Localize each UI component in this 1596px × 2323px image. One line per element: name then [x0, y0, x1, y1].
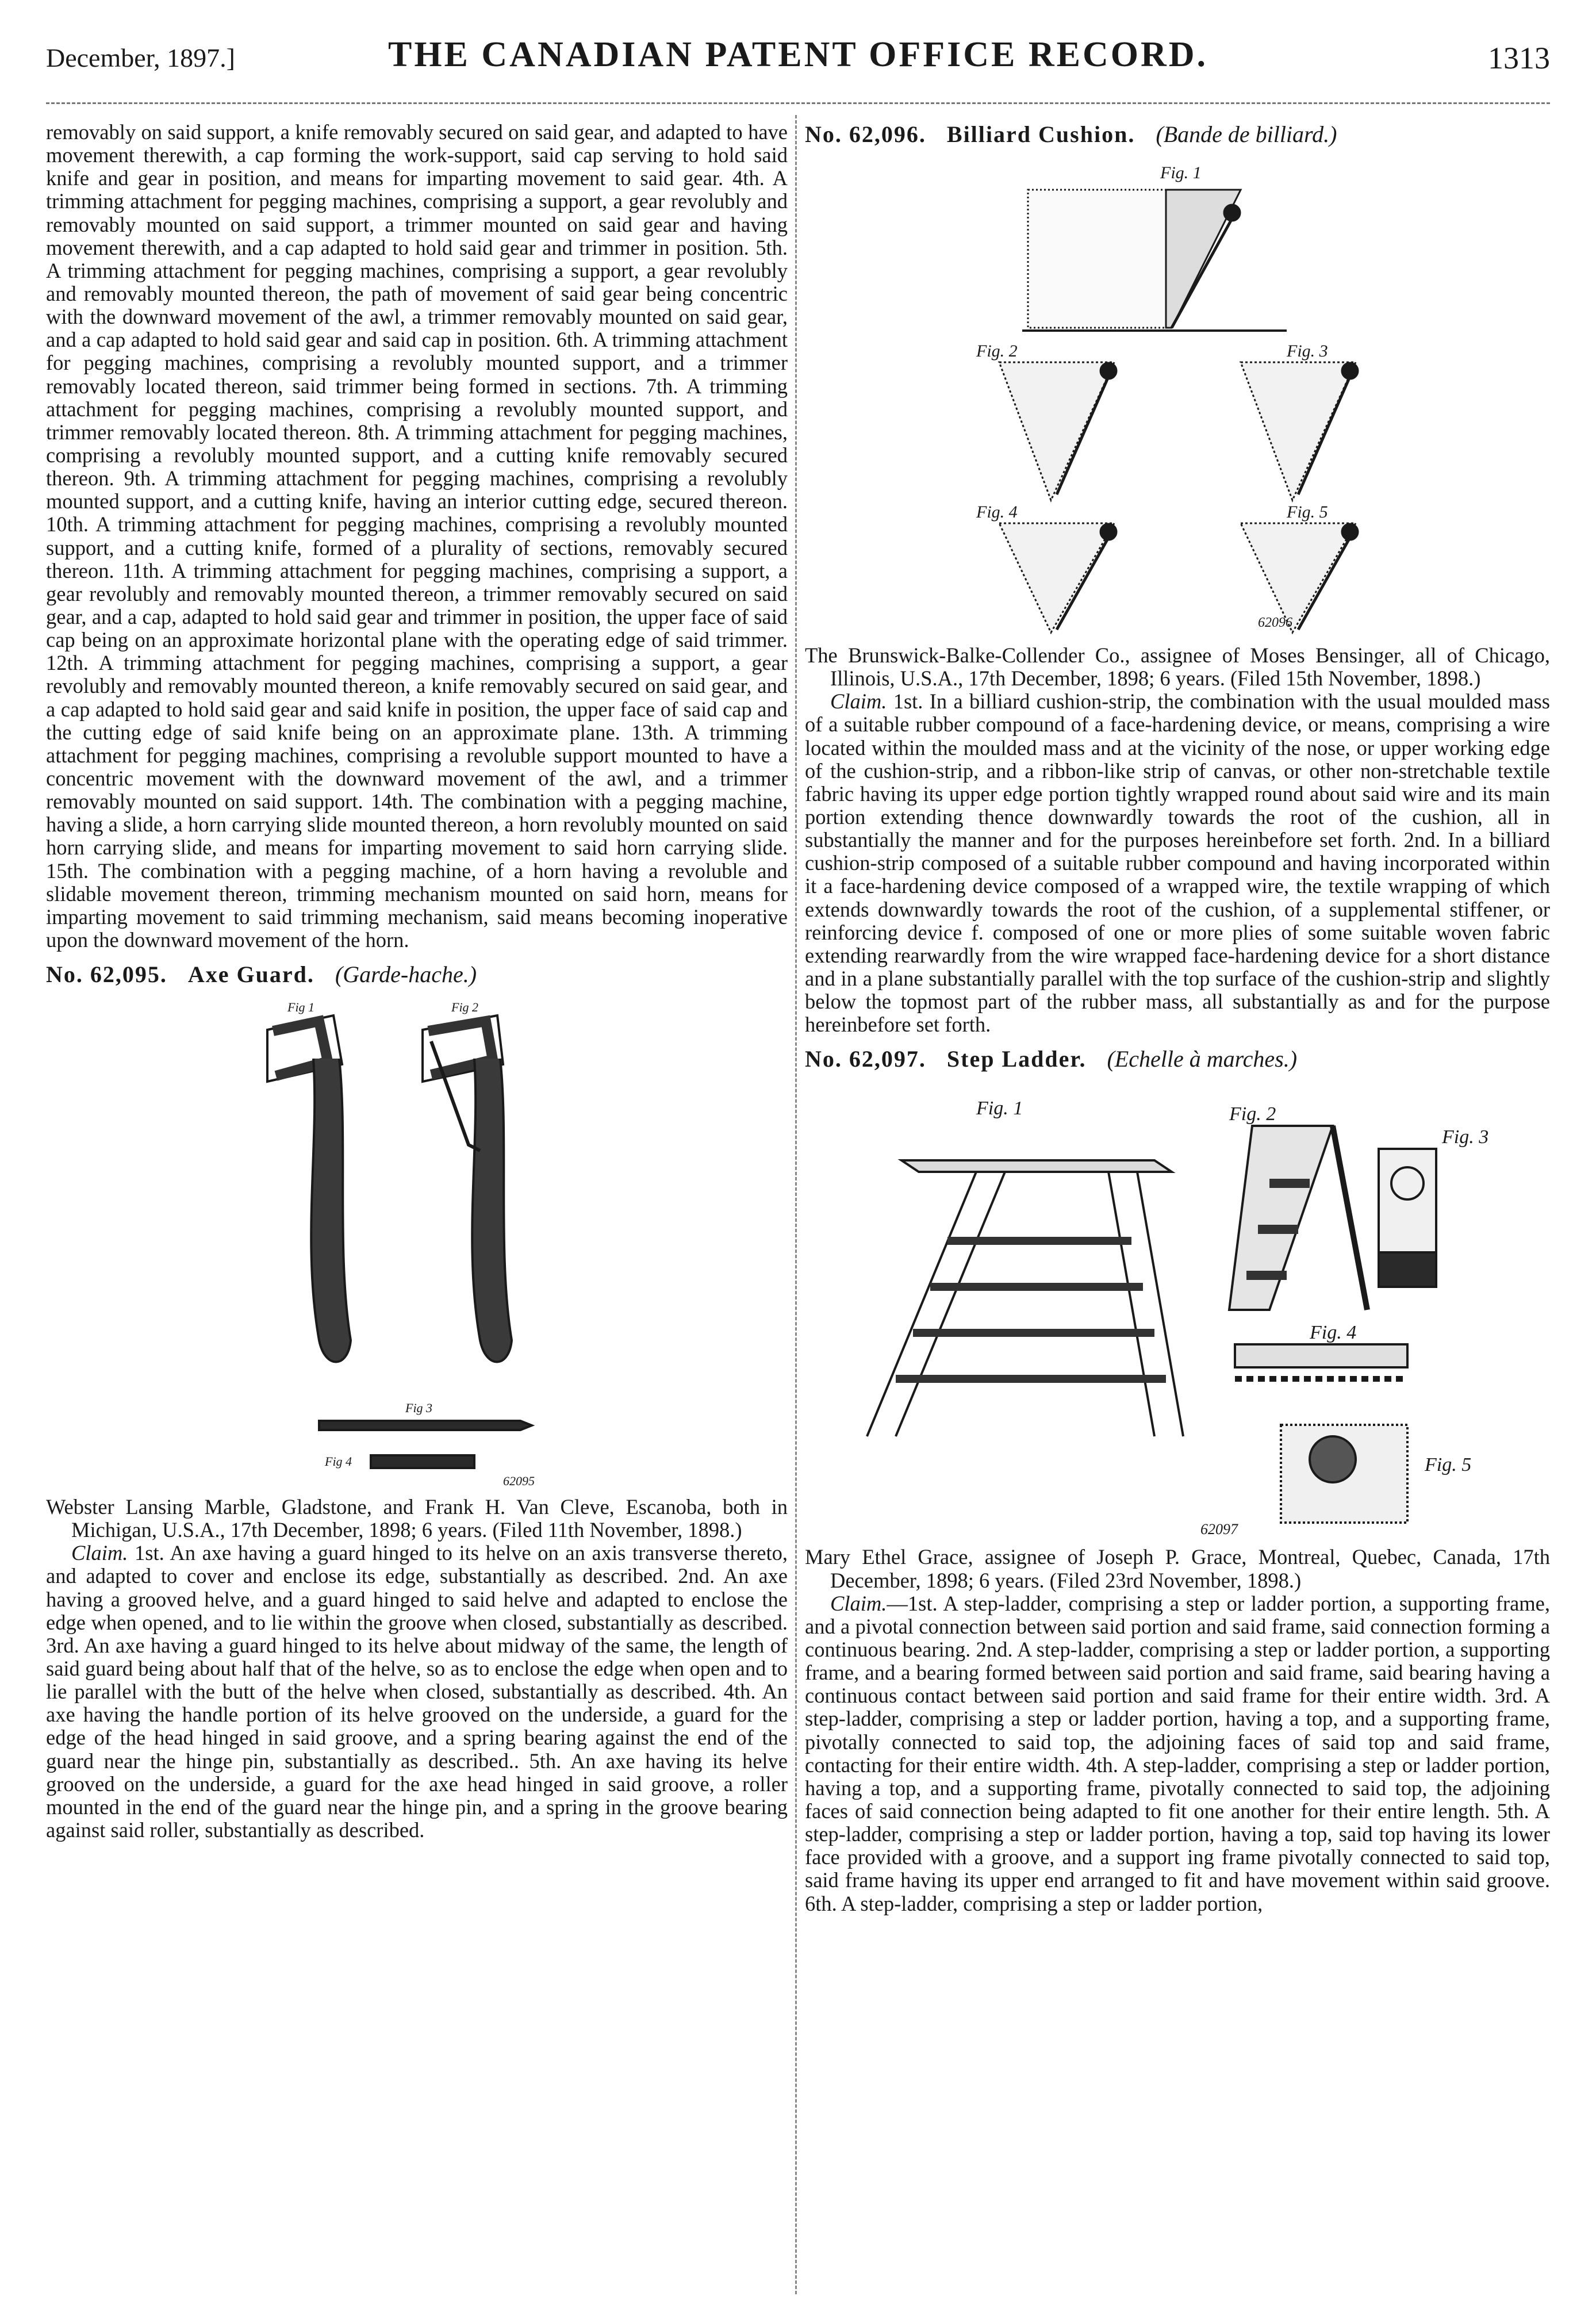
fig-3-label: Fig. 3 [1442, 1126, 1489, 1148]
patent-62097-heading [805, 1046, 1550, 1072]
fig-5-label: Fig. 5 [1287, 503, 1328, 522]
fig-2-label: Fig. 2 [976, 342, 1018, 361]
fig-2-label: Fig. 2 [1229, 1103, 1276, 1125]
patent-62097-grantee: Mary Ethel Grace, assignee of Joseph P. Grace, Montreal, Quebec, Canada, 17th December, 1898; 6 years. (Filed 23rd November, 1898.) [805, 1545, 1550, 1592]
page-header [46, 34, 1550, 80]
column-divider [795, 115, 797, 2294]
patent-number: No. 62,096. [805, 121, 926, 147]
claim-label: Claim. [71, 1541, 128, 1565]
figure-number: 62095 [503, 1474, 535, 1489]
fig-1-label: Fig. 1 [1160, 163, 1202, 182]
patent-title: Axe Guard. [187, 961, 314, 988]
patent-62096-grantee: The Brunswick-Balke-Collender Co., assignee of Moses Bensinger, all of Chicago, Illinois, U.S.A., 17th December, 1898; 6 years. (Filed 15th November, 1898.) [805, 643, 1550, 691]
billiard-cushion-figure [919, 155, 1436, 638]
fig-3-label: Fig. 3 [1287, 342, 1328, 361]
patent-number: No. 62,095. [46, 961, 167, 988]
fig-3-label: Fig 3 [405, 1401, 433, 1416]
page-number: 1313 [1488, 41, 1550, 75]
patent-62095-heading [46, 962, 788, 987]
patent-french-title: (Echelle à marches.) [1107, 1046, 1298, 1072]
patent-62095-grantee: Webster Lansing Marble, Gladstone, and Frank H. Van Cleve, Escanoba, both in Michigan, U.S.A., 17th December, 1898; 6 years. (Filed 11th November, 1898.) [46, 1495, 788, 1542]
patent-62096-claims [805, 690, 1550, 1036]
patent-number: No. 62,097. [805, 1046, 926, 1072]
patent-title: Billiard Cushion. [946, 121, 1135, 147]
fig-2-label: Fig 2 [451, 1000, 479, 1015]
claim-text: —1st. A step-ladder, comprising a step or ladder portion, a supporting frame, and a pivotal connection between said portion and said frame, said connection forming a continuous bearing. 2nd. A step-ladder, comprising a step or ladder portion, a supporting frame, and a bearing formed between said portion and said frame, said bearing having a continuous contact between said portion and said frame for their entire width. 3rd. A step-ladder, comprising a step or ladder portion, having a top, and a supporting frame, pivotally connected to said top, the adjoining faces of said top and said frame, contacting for their entire width. 4th. A step-ladder, comprising a step or ladder portion, having a top, and a supporting frame, pivotally connected to said top, the adjoining faces of said connection being adapted to fit one another for their entire length. 5th. A step-ladder, comprising a step or ladder portion, having a top, said top having its lower face provided with a groove, and a support ing frame pivotally connected to said top, said frame having its upper end arranged to fit and have movement within said groove. 6th. A step-ladder, comprising a step or ladder portion, [805, 1591, 1550, 1915]
patent-62095-claims [46, 1542, 788, 1842]
fig-4-label: Fig. 4 [976, 503, 1018, 522]
issue-date: December, 1897.] [46, 43, 235, 72]
patent-french-title: (Bande de billiard.) [1156, 121, 1337, 147]
figure-number: 62097 [1200, 1521, 1238, 1538]
fig-4-label: Fig. 4 [1310, 1322, 1357, 1344]
figure-number: 62096 [1258, 615, 1292, 630]
claim-text: 1st. In a billiard cushion-strip, the combination with the usual moulded mass of a suitable rubber compound of a face-hardening device, or means, comprising a wire located within the moulded mass and at the vicinity of the nose, or upper working edge of the cushion-strip, and a ribbon-like strip of canvas, or other non-stretchable textile fabric having its upper edge portion tightly wrapped round about said wire and its main portion extending thence downwardly towards the root of the cushion, all in substantially the manner and for the purposes hereinbefore set forth. 2nd. In a billiard cushion-strip composed of a suitable rubber compound and having incorporated within it a face-hardening device composed of a wrapped wire, the textile wrapping of which extends downwardly towards the root of the cushion, of a supplemental stiffener, or reinforcing device f. composed of one or more plies of some suitable woven fabric extending rearwardly from the wire wrapped face-hardening device for a short distance and in a plane substantially parallel with the top surface of the cushion-strip and slightly below the topmost part of the rubber mass, all substantially as and for the purpose hereinbefore set forth. [805, 689, 1551, 1037]
continued-claims: removably on said support, a knife removably secured on said gear, and adapted to have movement therewith, a cap forming the work-support, said cap serving to hold said knife and gear in position, and means for imparting movement to said gear. 4th. A trimming attachment for pegging machines, comprising a support, a gear revolubly and removably mounted on said support, a trimmer mounted on said gear and having movement therewith, and a cap adapted to hold said gear and trimmer in position. 5th. A trimming attachment for pegging machines, comprising a support, a gear revolubly and removably mounted thereon, the path of movement of said gear being concentric with the downward movement of the awl, a trimmer removably mounted on said gear, and a cap adapted to hold said gear and said cap in position. 6th. A trimming attachment for pegging machines, comprising a revolubly mounted support, and a trimmer removably located thereon, said trimmer being formed in sections. 7th. A trimming attachment for pegging machines, comprising a revolubly mounted support, and trimmer removably located thereon. 8th. A trimming attachment for pegging machines, comprising a revolubly mounted support, and a cutting knife removably secured thereon. 9th. A trimming attachment for pegging machines, comprising a revolubly mounted support, and a cutting knife, having an interior cutting edge, secured thereon. 10th. A trimming attachment for pegging machines, comprising a revolubly mounted support, and a cutting knife, formed of a plurality of sections, removably secured thereon. 11th. A trimming attachment for pegging machines, comprising a support, a gear revolubly and removably mounted thereon, a trimmer removably secured on said gear, and a cap, adapted to hold said gear and trimmer in position, the upper face of said cap being on an approximate horizontal plane with the operating edge of said trimmer. 12th. A trimming attachment for pegging machines, comprising a support, a gear revolubly and removably mounted thereon, a knife removably secured on said gear, and a cap adapted to hold said gear and said knife in position, the upper face of said cap and the cutting edge of said knife being on an approximate plane. 13th. A trimming attachment for pegging machines, comprising a revoluble support mounted to have a concentric movement with the downward movement of the awl, and a trimmer removably mounted on said support. 14th. The combination with a pegging machine, having a slide, a horn carrying slide mounted thereon, a horn revolubly mounted on said horn carrying slide, and means for imparting movement to said horn carrying slide. 15th. The combination with a pegging machine, of a horn having a revoluble and slidable movement thereon, trimming mechanism mounted on said horn, means for imparting movement to said trimming mechanism, said means becoming inoperative upon the downward movement of the horn. [46, 120, 788, 952]
fig-1-label: Fig 1 [287, 1000, 315, 1015]
patent-french-title: (Garde-hache.) [335, 961, 477, 988]
claim-label: Claim. [830, 1591, 887, 1615]
fig-5-label: Fig. 5 [1425, 1454, 1472, 1476]
patent-title: Step Ladder. [946, 1046, 1087, 1072]
claim-label: Claim. [830, 689, 887, 714]
right-column [805, 121, 1550, 1915]
publication-title: THE CANADIAN PATENT OFFICE RECORD. [388, 35, 1208, 74]
claim-text: 1st. An axe having a guard hinged to its helve on an axis transverse thereto, and adapted to cover and enclose its edge, substantially as described. 2nd. An axe having a grooved helve, and a guard hinged to said helve and adapted to enclose the edge when opened, and to lie within the groove when closed, substantially as described. 3rd. An axe having a guard hinged to its helve about midway of the same, the length of said guard being about half that of the helve, so as to enclose the edge when open and to lie parallel with the butt of the helve when closed, substantially as described. 4th. An axe having the handle portion of its helve grooved on the underside, a guard for the edge of the head hinged in said groove, and a spring bearing against the end of the guard near the hinge pin, substantially as described.. 5th. An axe having its helve grooved on the underside, a guard for the axe head hinged in said groove, a roller mounted in the end of the guard near the hinge pin, and a spring in the groove bearing against said roller, substantially as described. [46, 1541, 788, 1842]
step-ladder-figure [832, 1080, 1522, 1540]
fig-4-label: Fig 4 [325, 1454, 352, 1469]
patent-62096-heading [805, 122, 1550, 147]
fig-1-label: Fig. 1 [976, 1098, 1023, 1120]
patent-62097-claims [805, 1592, 1550, 1915]
axe-guard-figure [233, 995, 601, 1490]
left-column [46, 121, 788, 1842]
header-rule [46, 102, 1550, 104]
